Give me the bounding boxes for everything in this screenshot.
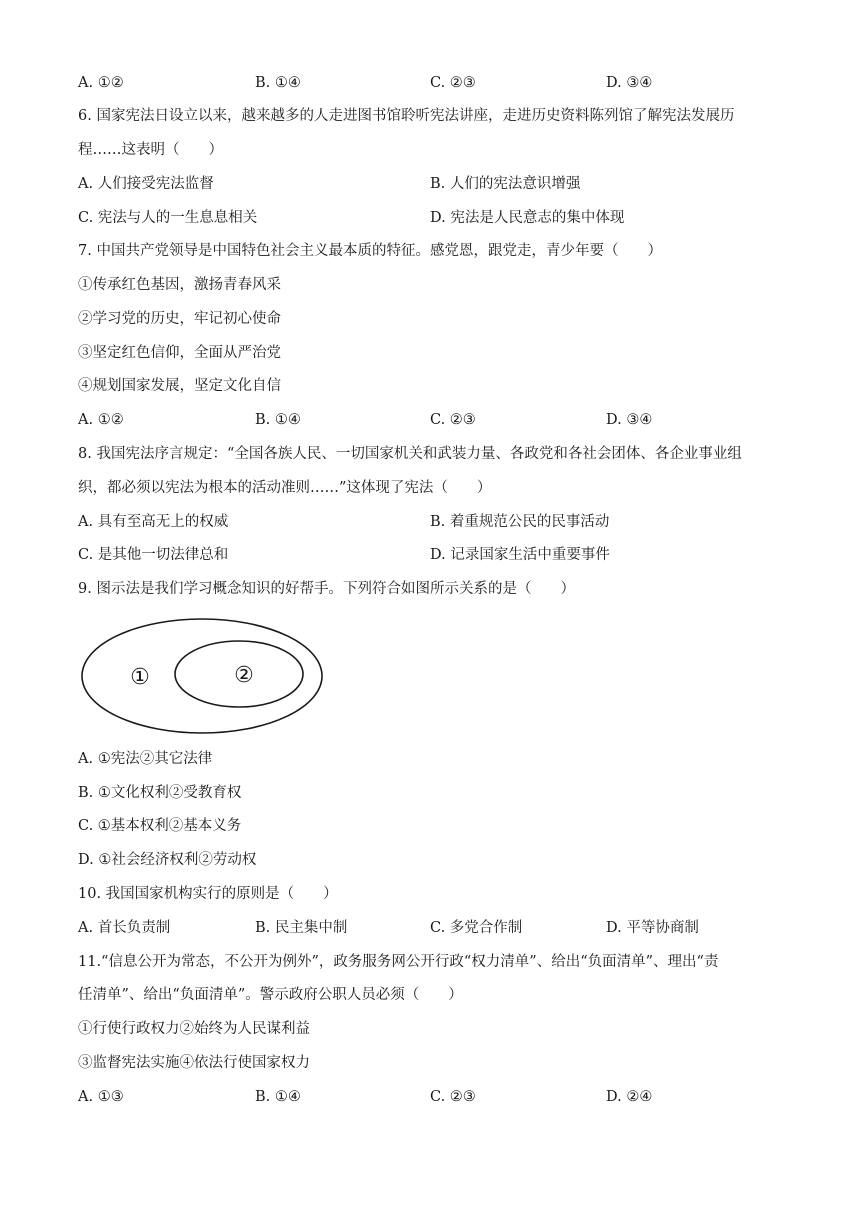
q9-stem: 9. 图示法是我们学习概念知识的好帮手。下列符合如图所示关系的是（ ）: [78, 581, 575, 597]
q11-statement-1: ①行使行政权力②始终为人民谋利益: [78, 1021, 310, 1037]
q9-option-b: B. ①文化权利②受教育权: [78, 785, 242, 801]
option-d: D. ③④: [606, 75, 653, 91]
q10-stem: 10. 我国国家机构实行的原则是（ ）: [78, 886, 338, 902]
option-c: C. ②③: [430, 75, 476, 91]
q8-stem-line1: 8. 我国宪法序言规定：“全国各族人民、一切国家机关和武装力量、各政党和各社会团体、各企业事业组: [78, 446, 742, 462]
q9-option-c: C. ①基本权利②基本义务: [78, 818, 242, 834]
q6-stem-line1: 6. 国家宪法日设立以来，越来越多的人走进图书馆聆听宪法讲座，走进历史资料陈列馆了解宪法发展历: [78, 108, 735, 124]
q10-option-a: A. 首长负责制: [78, 920, 171, 936]
inner-label: ②: [234, 663, 254, 688]
q7-option-d: D. ③④: [606, 412, 653, 428]
q7-stem: 7. 中国共产党领导是中国特色社会主义最本质的特征。感党恩，跟党走，青少年要（ ）: [78, 243, 662, 259]
option-a: A. ①②: [78, 75, 124, 91]
q7-option-a: A. ①②: [78, 412, 124, 428]
q9-option-d: D. ①社会经济权利②劳动权: [78, 852, 257, 868]
outer-label: ①: [130, 665, 150, 690]
q8-stem-line2: 织，都必须以宪法为根本的活动准则……”这体现了宪法（ ）: [78, 480, 492, 496]
q8-option-d: D. 记录国家生活中重要事件: [430, 547, 610, 563]
q10-option-d: D. 平等协商制: [606, 920, 699, 936]
outer-ellipse: [82, 619, 322, 733]
q6-option-b: B. 人们的宪法意识增强: [430, 176, 581, 192]
q6-option-c: C. 宪法与人的一生息息相关: [78, 210, 258, 226]
q11-option-b: B. ①④: [255, 1089, 301, 1105]
q10-option-c: C. 多党合作制: [430, 920, 523, 936]
q8-option-b: B. 着重规范公民的民事活动: [430, 514, 610, 530]
q7-option-c: C. ②③: [430, 412, 476, 428]
q11-stem-line2: 任清单”、给出“负面清单”。警示政府公职人员必须（ ）: [78, 987, 463, 1003]
q10-option-b: B. 民主集中制: [255, 920, 348, 936]
q7-statement-3: ③坚定红色信仰，全面从严治党: [78, 345, 281, 361]
q7-statement-2: ②学习党的历史，牢记初心使命: [78, 311, 281, 327]
q7-statement-4: ④规划国家发展，坚定文化自信: [78, 378, 281, 394]
option-b: B. ①④: [255, 75, 301, 91]
q6-stem-line2: 程……这表明（ ）: [78, 142, 223, 158]
q11-statement-2: ③监督宪法实施④依法行使国家权力: [78, 1055, 310, 1071]
q6-option-a: A. 人们接受宪法监督: [78, 176, 214, 192]
q9-option-a: A. ①宪法②其它法律: [78, 751, 213, 767]
q6-option-d: D. 宪法是人民意志的集中体现: [430, 210, 625, 226]
q8-option-a: A. 具有至高无上的权威: [78, 514, 229, 530]
q7-statement-1: ①传承红色基因，激扬青春风采: [78, 277, 281, 293]
q11-stem-line1: 11.“信息公开为常态，不公开为例外”，政务服务网公开行政“权力清单”、给出“负面清单”、理出“责: [78, 954, 719, 970]
q7-option-b: B. ①④: [255, 412, 301, 428]
q11-option-a: A. ①③: [78, 1089, 124, 1105]
q8-option-c: C. 是其他一切法律总和: [78, 547, 229, 563]
q11-option-c: C. ②③: [430, 1089, 476, 1105]
q11-option-d: D. ②④: [606, 1089, 653, 1105]
concept-diagram: [80, 616, 330, 736]
